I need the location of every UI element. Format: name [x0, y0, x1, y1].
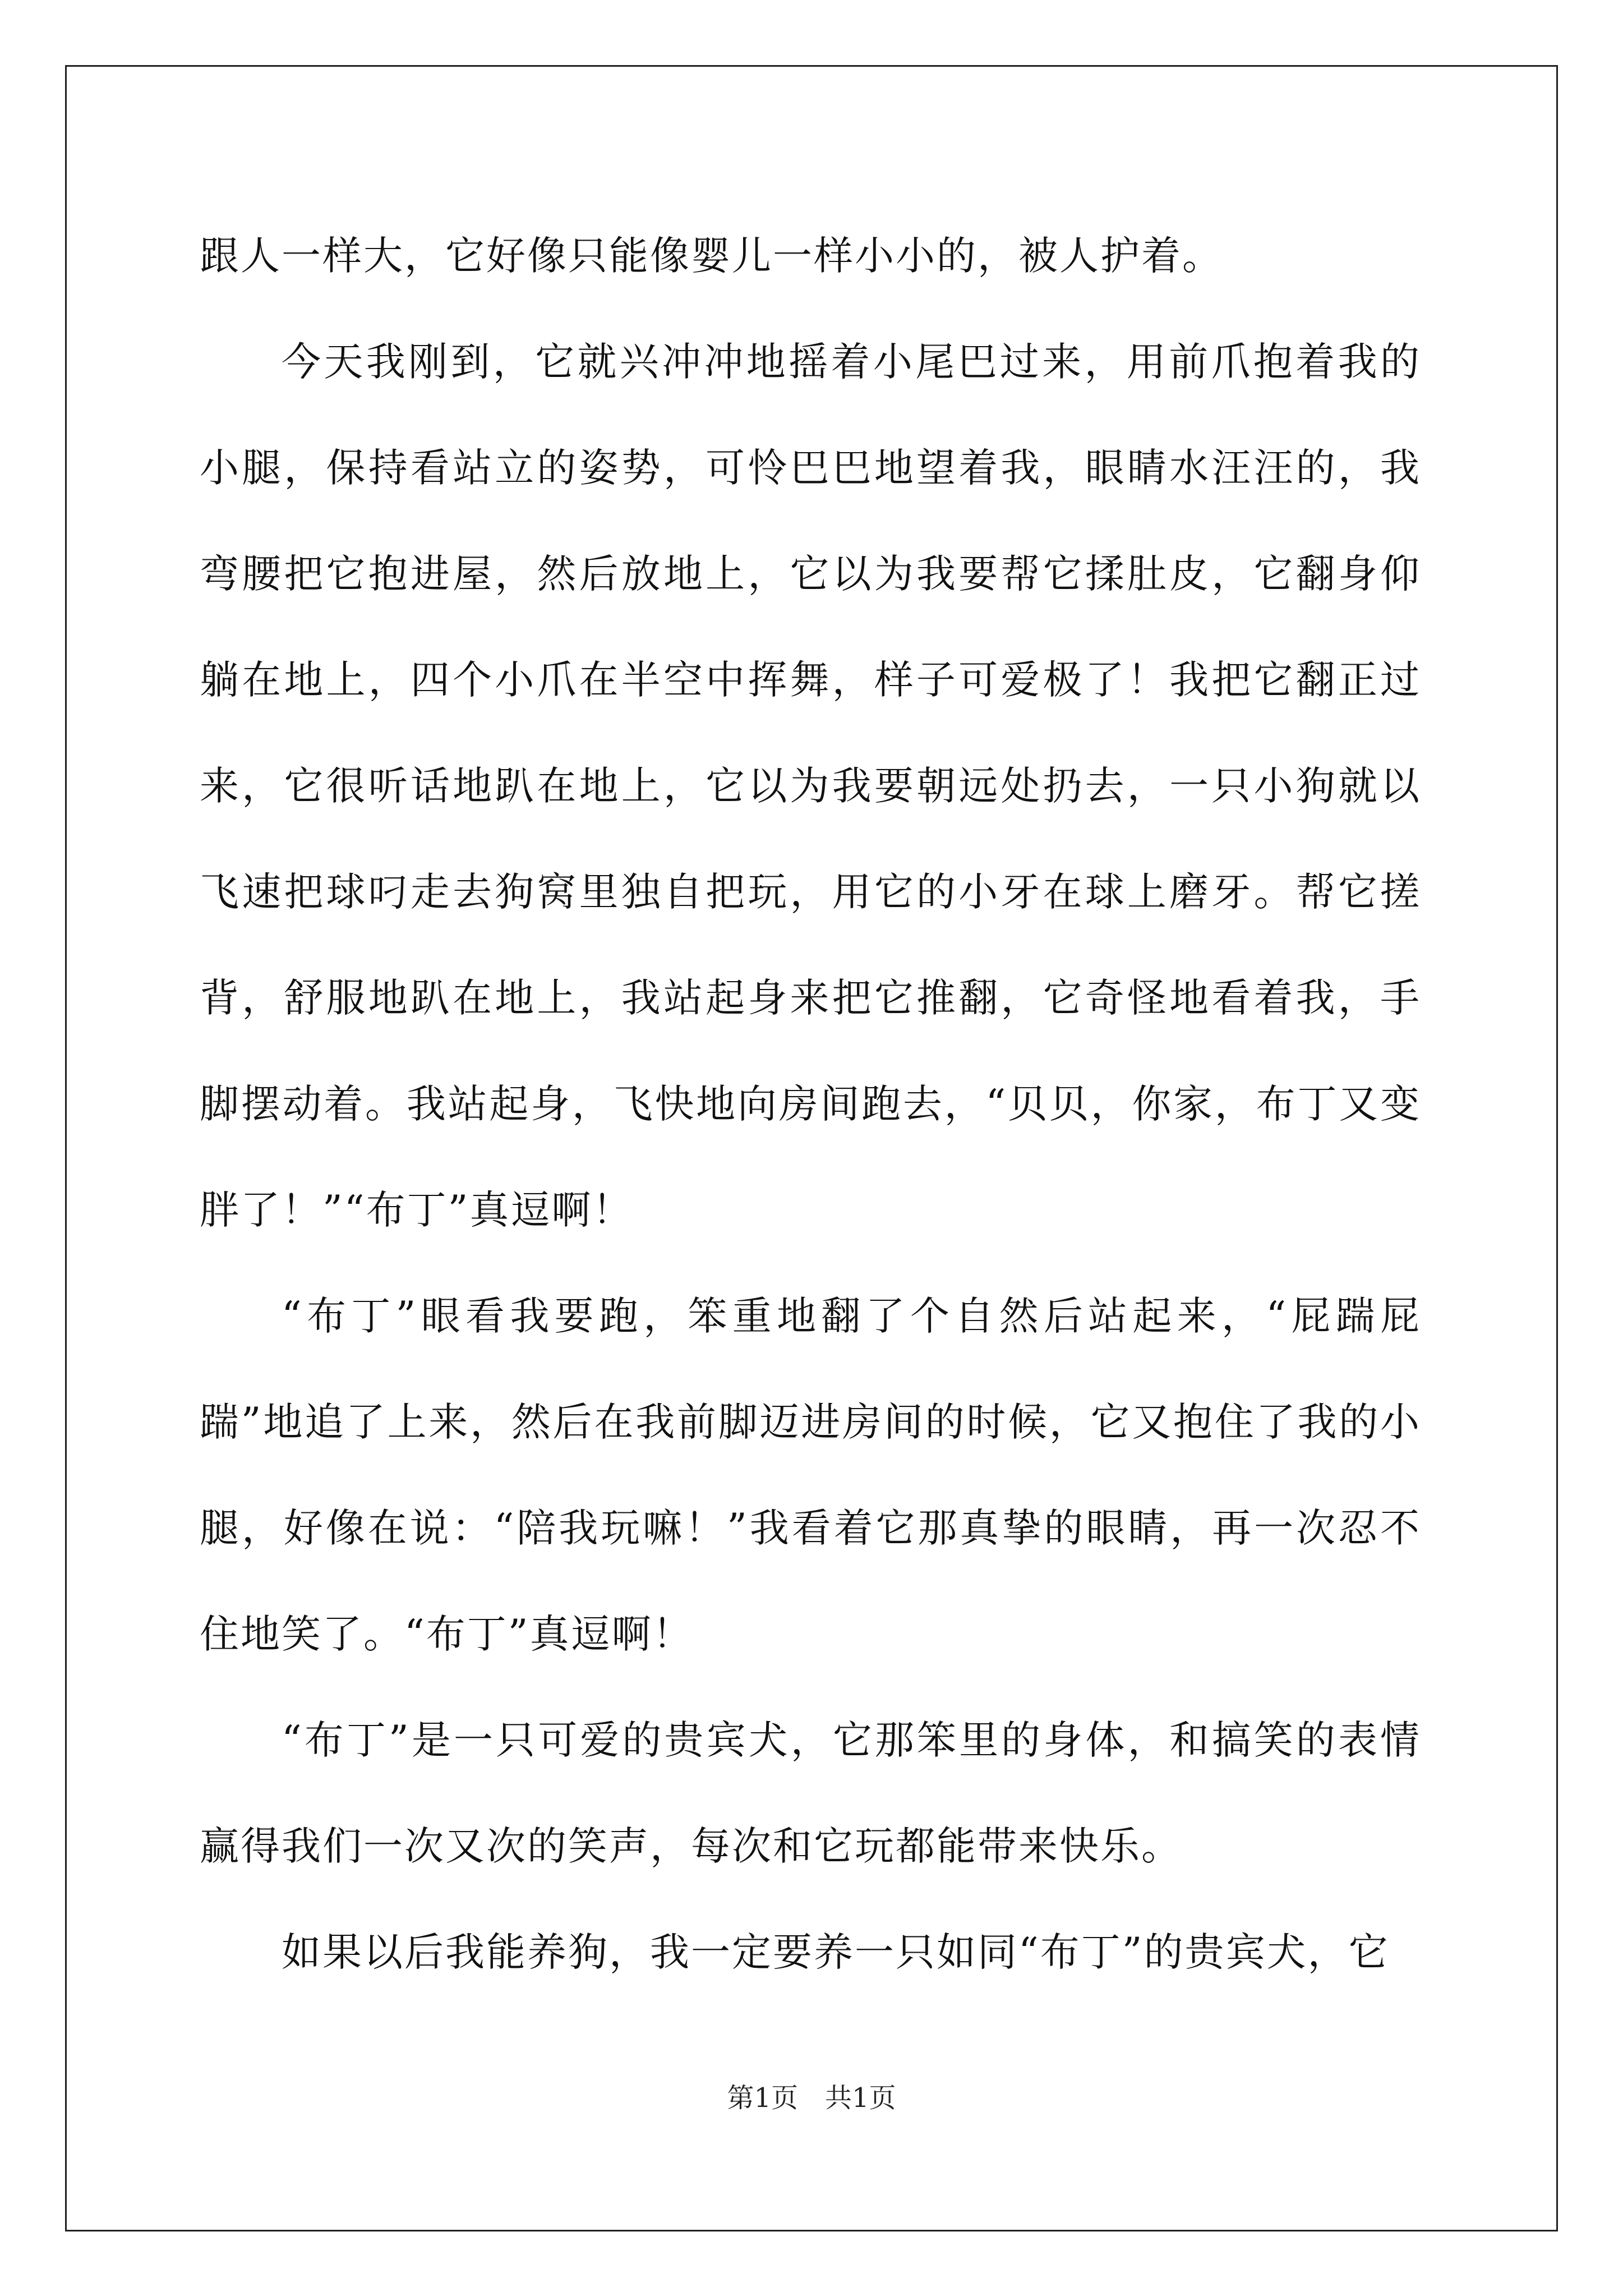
paragraph-3: “布丁”眼看我要跑，笨重地翻了个自然后站起来，“屁踹屁踹”地追了上来，然后在我前脚迈进房间的时候，它又抱住了我的小腿，好像在说：“陪我玩嘛！”我看着它那真挚的眼睛，再一次忍不住地笑了。“布丁”真逗啊！	[200, 1293, 1421, 1657]
page-number-footer: 第1页 共1页	[727, 2082, 896, 2114]
paragraph-4: “布丁”是一只可爱的贵宾犬，它那笨里的身体，和搞笑的表情赢得我们一次又次的笑声，每次和它玩都能带来快乐。	[200, 1717, 1421, 1869]
paragraph-2: 今天我刚到，它就兴冲冲地摇着小尾巴过来，用前爪抱着我的小腿，保持看站立的姿势，可怜巴巴地望着我，眼睛水汪汪的，我弯腰把它抱进屋，然后放地上，它以为我要帮它揉肚皮，它翻身仰躺在地上，四个小爪在半空中挥舞，样子可爱极了！我把它翻正过来，它很听话地趴在地上，它以为我要朝远处扔去，一只小狗就以飞速把球叼走去狗窝里独自把玩，用它的小牙在球上磨牙。帮它搓背，舒服地趴在地上，我站起身来把它推翻，它奇怪地看着我，手脚摆动着。我站起身，飞快地向房间跑去，“贝贝，你家，布丁又变胖了！”“布丁”真逗啊！	[200, 339, 1421, 1233]
paragraph-5: 如果以后我能养狗，我一定要养一只如同“布丁”的贵宾犬，它	[282, 1929, 1390, 1975]
document-body	[200, 203, 1421, 2005]
paragraph-1: 跟人一样大，它好像只能像婴儿一样小小的，被人护着。	[200, 233, 1223, 279]
